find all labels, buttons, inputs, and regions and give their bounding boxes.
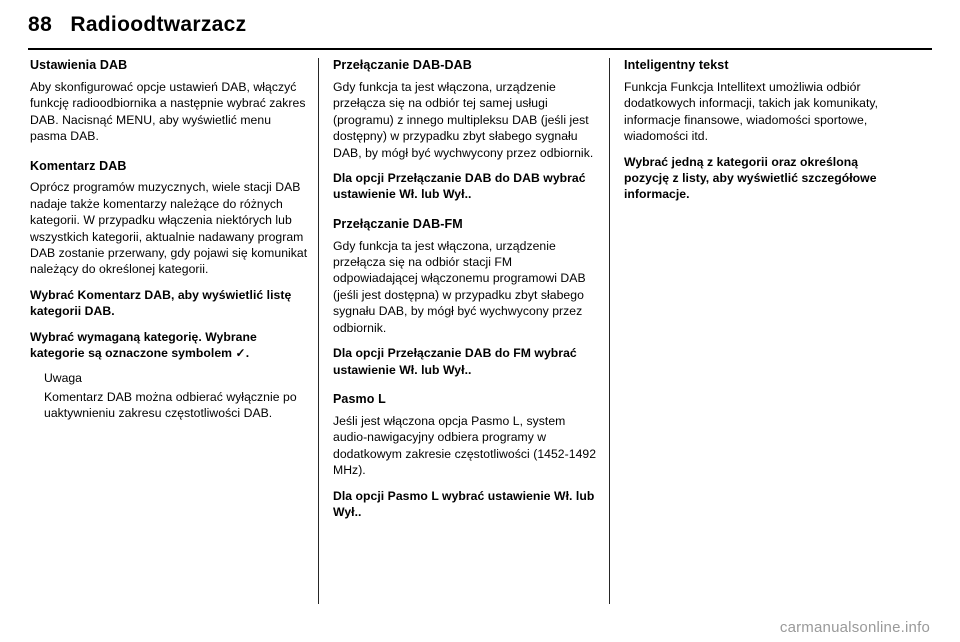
paragraph: Wybrać wymaganą kategorię. Wybrane kategorie są oznaczone symbolem ✓. (30, 329, 257, 361)
paragraph: Dla opcji Przełączanie DAB do DAB wybrać ustawienie Wł. lub Wył.. (333, 170, 586, 202)
paragraph: Wybrać jedną z kategorii oraz określoną pozycję z listy, aby wyświetlić szczegółowe informacje. (624, 154, 877, 202)
paragraph: Funkcja Funkcja Intellitext umożliwia odbiór dodatkowych informacji, takich jak komunikaty, informacje finansowe, wiadomości sportowe, wiadomości itd. (624, 79, 879, 144)
paragraph: Gdy funkcja ta jest włączona, urządzenie przełącza się na odbiór tej samej usługi (programu) z innego multipleksu DAB (jeśli jest dostępny) w przypadku zbyt słabego sygnału DAB, by mógł być wychwycony przez odbiornik. (333, 79, 594, 160)
section-heading: Pasmo L (333, 392, 386, 407)
section-heading: Inteligentny tekst (624, 58, 729, 72)
page-header (28, 14, 932, 50)
section-heading: Komentarz DAB (30, 158, 127, 173)
note-text: Komentarz DAB można odbierać wyłącznie po uaktywnieniu zakresu częstotliwości DAB. (44, 389, 297, 421)
paragraph: Aby skonfigurować opcje ustawień DAB, włączyć funkcję radioodbiornika a następnie wybrać zakres DAB. Nacisnąć MENU, aby wyświetlić menu pasma DAB. (30, 79, 306, 144)
page-number: 88 (28, 13, 53, 36)
section-heading: Ustawienia DAB (30, 58, 128, 72)
content-columns (28, 58, 932, 604)
section-heading: Przełączanie DAB-FM (333, 216, 463, 231)
watermark: carmanualsonline.info (779, 619, 930, 636)
paragraph: Gdy funkcja ta jest włączona, urządzenie przełącza się na odbiór stacji FM odpowiadającej włączonemu programowi DAB (jeśli jest dostępna) w przypadku zbyt słabego sygnału DAB, by mógł być wychwycony przez odbiornik. (333, 238, 586, 335)
paragraph: Dla opcji Przełączanie DAB do FM wybrać ustawienie Wł. lub Wył.. (333, 346, 577, 377)
column-2 (319, 58, 609, 604)
note-title: Uwaga (44, 370, 82, 385)
section-heading: Przełączanie DAB-DAB (333, 58, 472, 72)
paragraph: Jeśli jest włączona opcja Pasmo L, system audio-nawigacyjny odbiera programy w dodatkowym zakresie częstotliwości (1452-1492 MHz). (333, 413, 597, 478)
paragraph: Dla opcji Pasmo L wybrać ustawienie Wł. lub Wył.. (333, 488, 595, 520)
paragraph: Oprócz programów muzycznych, wiele stacji DAB nadaje także komentarzy należące do różnych kategorii. W przypadku włączenia niektórych lub wszystkich kategorii, aktualnie nadawany program DAB zostanie przerwany, gdy pojawi się komunikat należący do określonej kategorii. (30, 180, 308, 277)
column-1 (28, 58, 318, 604)
chapter-title: Radioodtwarzacz (70, 13, 247, 36)
paragraph: Wybrać Komentarz DAB, aby wyświetlić listę kategorii DAB. (30, 287, 292, 319)
note-block (30, 371, 308, 422)
column-3 (610, 58, 900, 604)
